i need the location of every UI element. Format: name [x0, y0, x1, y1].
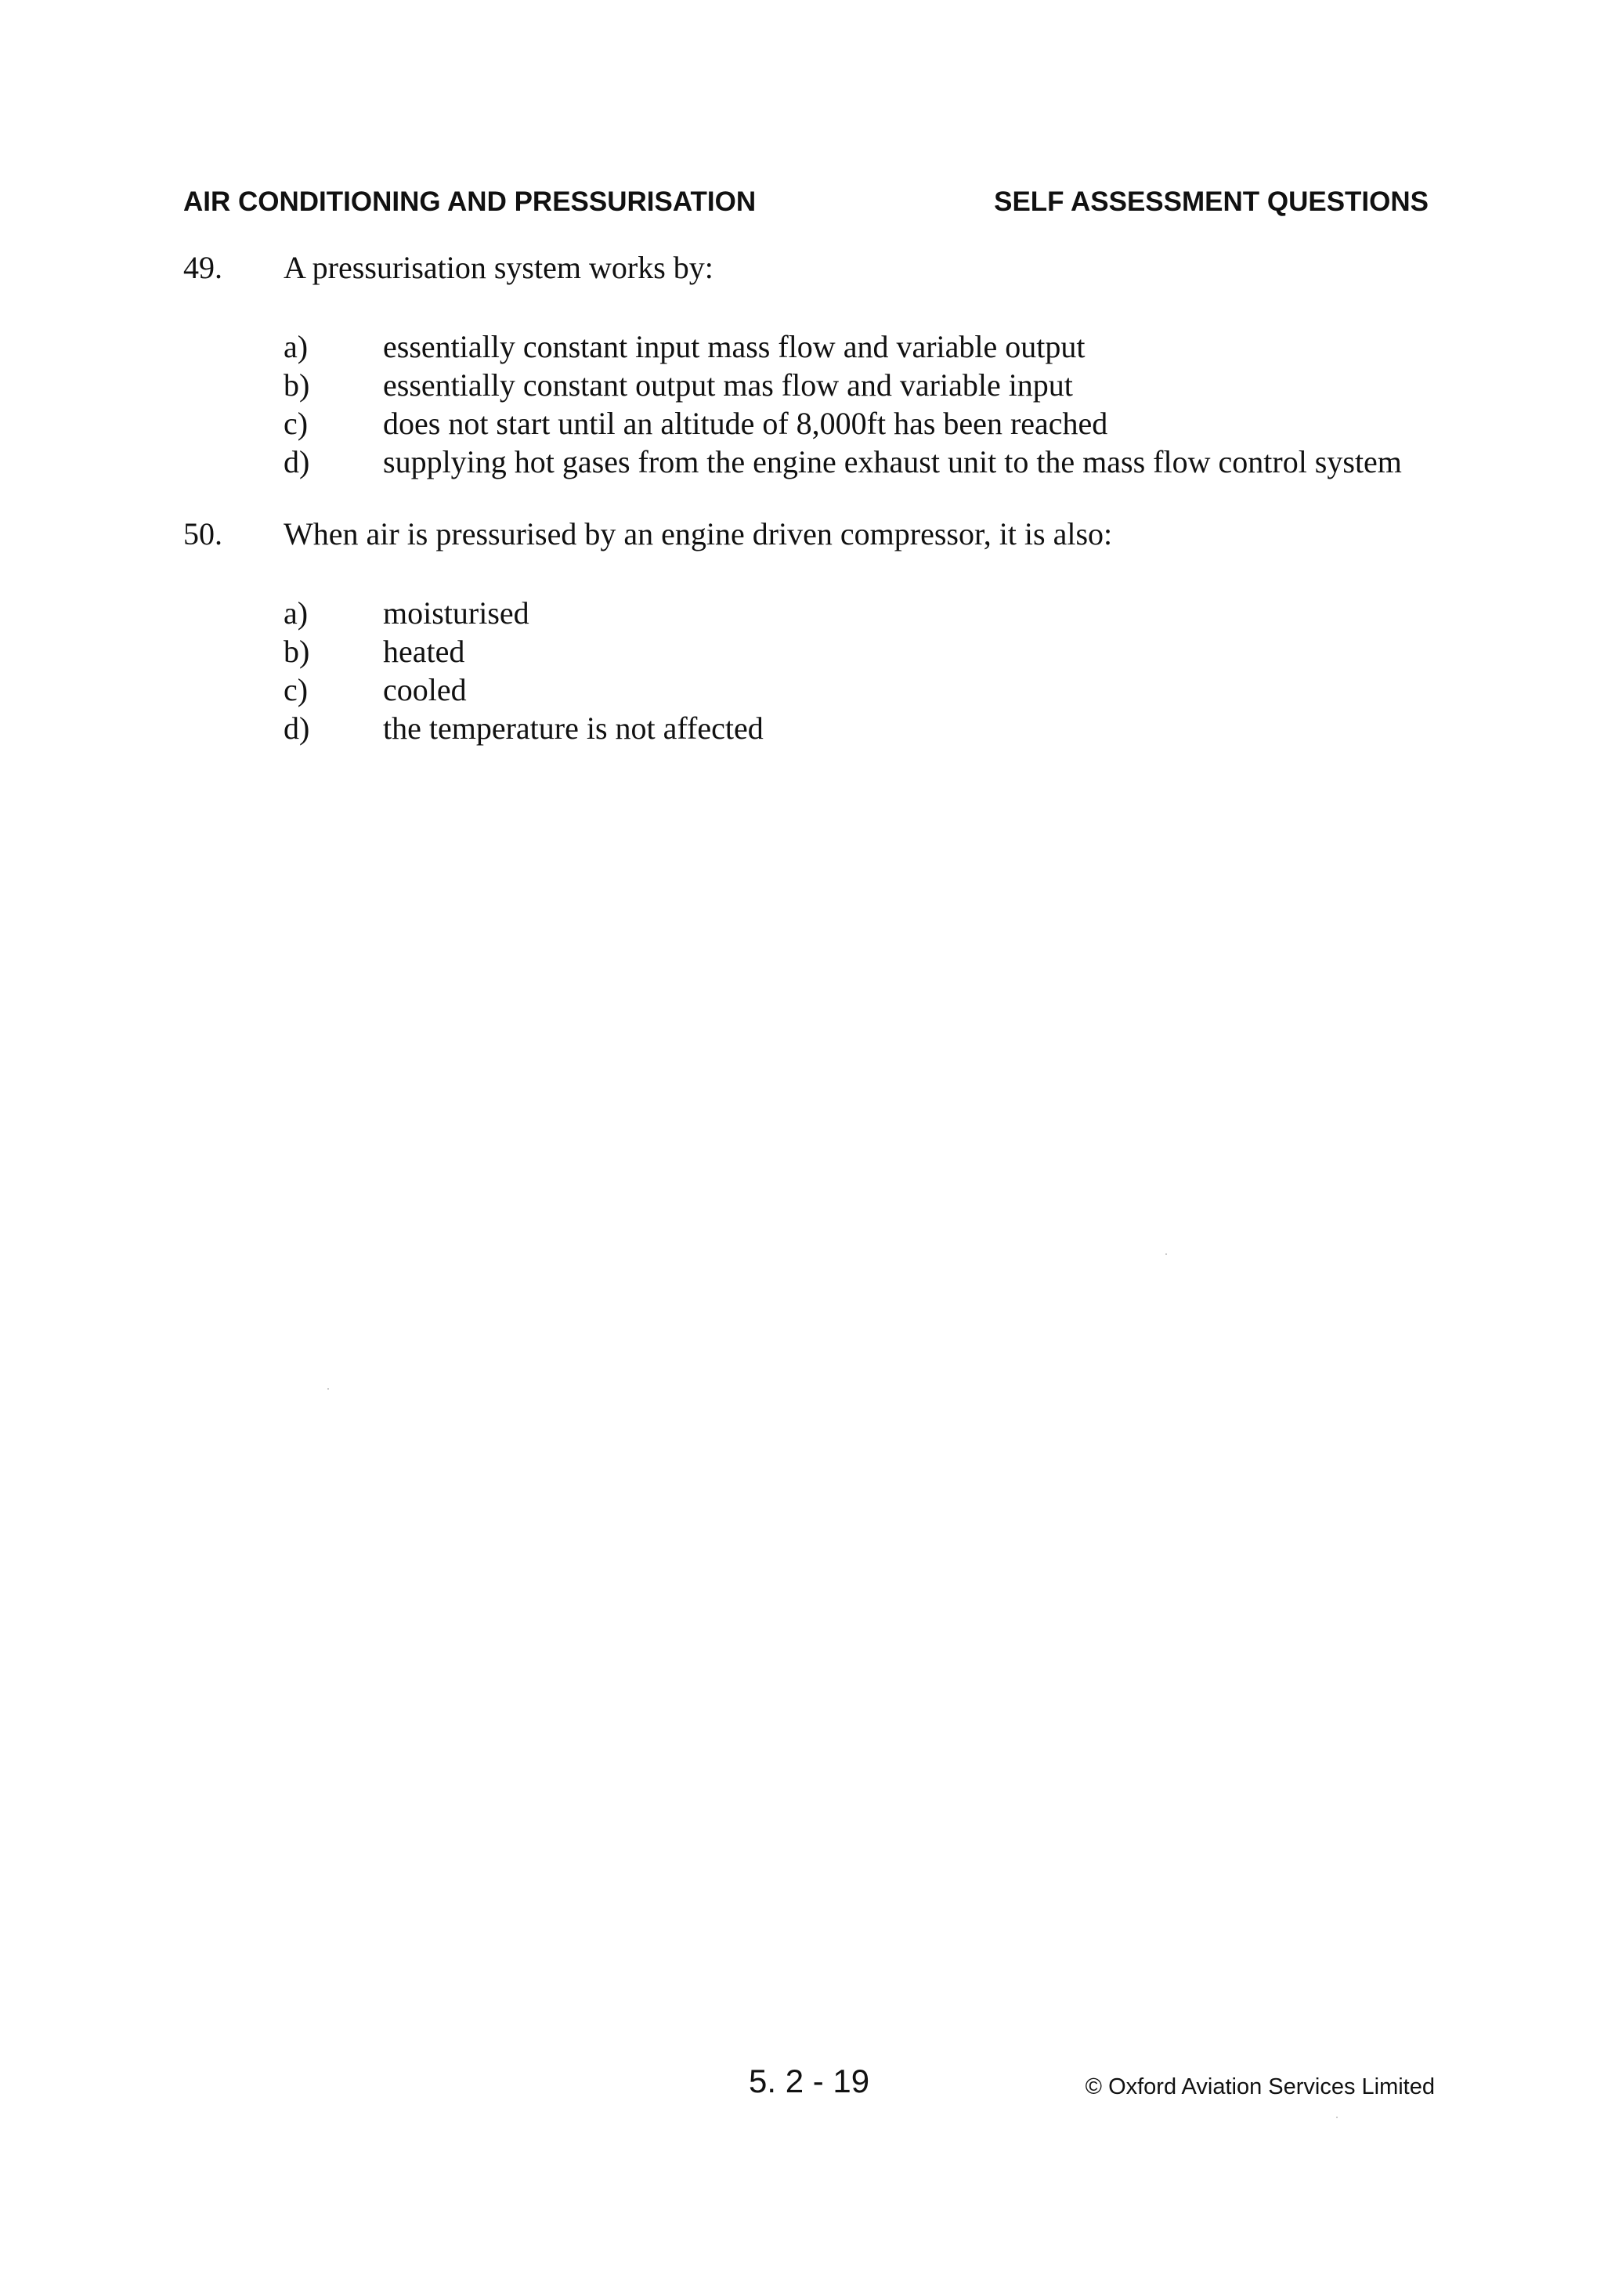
option-letter: b)	[284, 634, 310, 669]
option-text: cooled	[383, 672, 467, 707]
option-text: supplying hot gases from the engine exhaust unit to the mass flow control system	[383, 444, 1402, 479]
page-number: 5. 2 - 19	[749, 2063, 870, 2099]
option-text: essentially constant output mas flow and variable input	[383, 367, 1073, 403]
option-text: moisturised	[383, 595, 529, 631]
scan-speck	[327, 1388, 329, 1390]
scan-speck	[1336, 2117, 1338, 2118]
question-text: A pressurisation system works by:	[284, 250, 713, 285]
option-letter: b)	[284, 367, 310, 403]
option-letter: d)	[284, 444, 310, 479]
option-letter: d)	[284, 710, 310, 746]
option-text: heated	[383, 634, 465, 669]
scan-speck	[1165, 1253, 1167, 1255]
option-text: the temperature is not affected	[383, 710, 764, 746]
header-section-title: AIR CONDITIONING AND PRESSURISATION	[183, 186, 757, 217]
question-text: When air is pressurised by an engine driven compressor, it is also:	[284, 516, 1113, 551]
copyright-notice: © Oxford Aviation Services Limited	[1085, 2074, 1435, 2099]
option-text: does not start until an altitude of 8,000ft has been reached	[383, 406, 1108, 441]
option-text: essentially constant input mass flow and variable output	[383, 329, 1086, 364]
question-number: 50.	[183, 516, 222, 551]
option-letter: c)	[284, 672, 309, 707]
option-letter: a)	[284, 595, 309, 631]
header-chapter-title: SELF ASSESSMENT QUESTIONS	[994, 186, 1429, 217]
question-number: 49.	[183, 250, 222, 285]
option-letter: a)	[284, 329, 309, 364]
option-letter: c)	[284, 406, 309, 441]
